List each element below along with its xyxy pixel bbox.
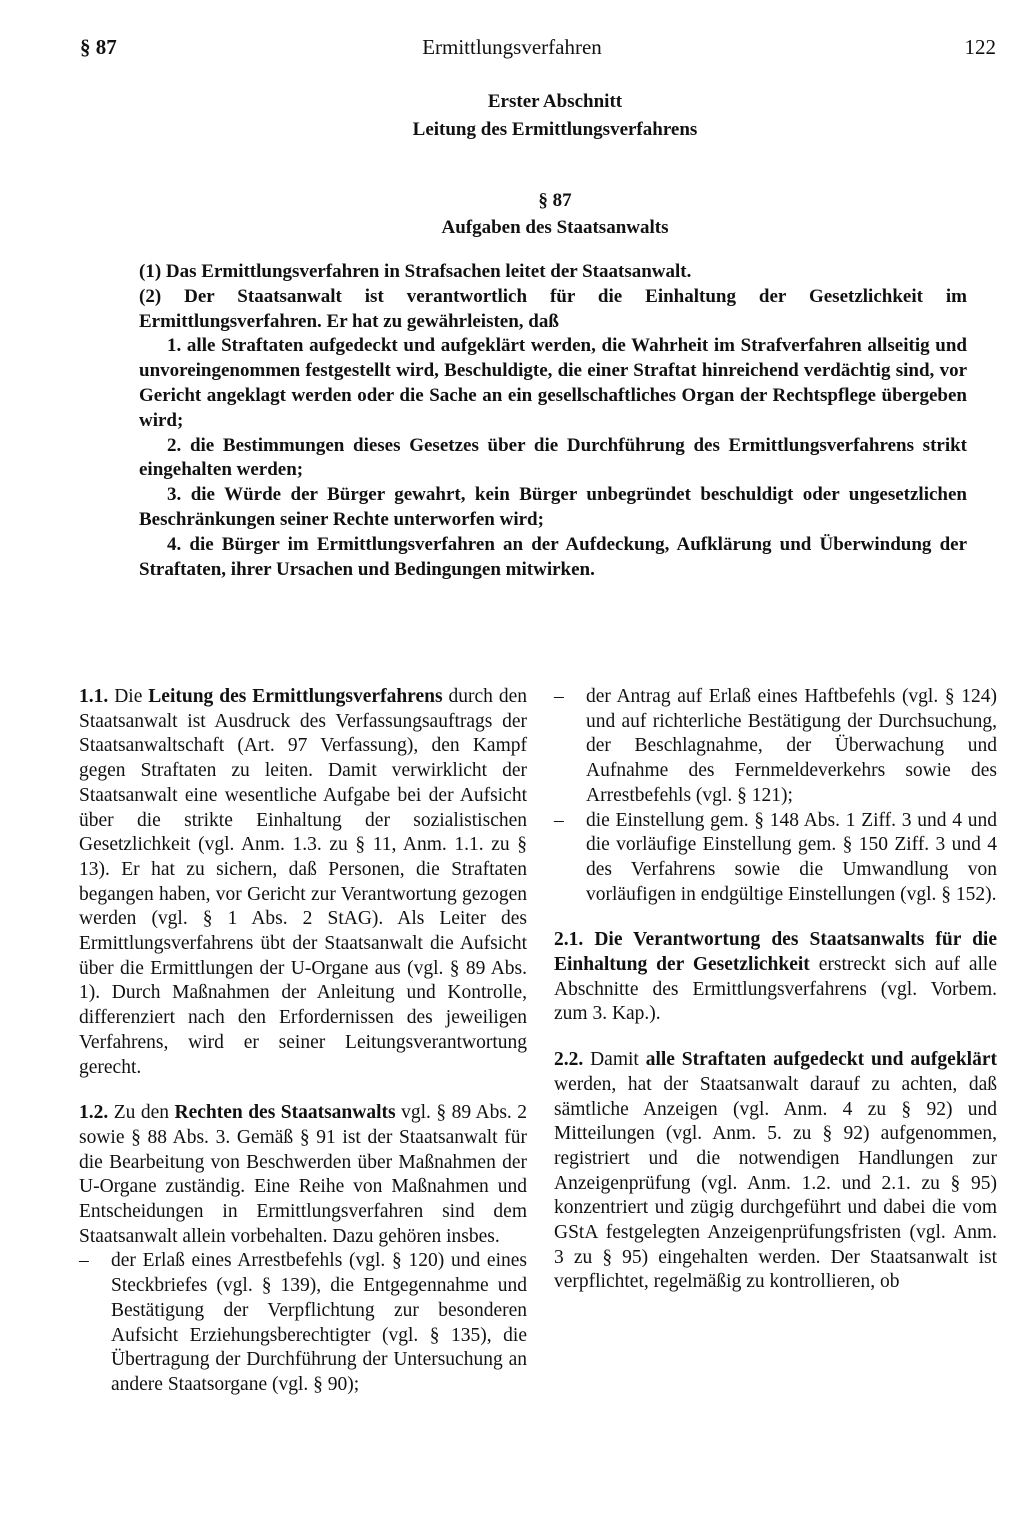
list-item-text: die Einstellung gem. § 148 Abs. 1 Ziff. 3 und 4 und die vorläufige Einstellung gem. § 150 Ziff. 3 und 4 des Verfahrens sowie die Umwandlung von vorläufigen in endgültige Einstellungen (vgl. § 152). [586,809,997,905]
law-item-4: 4. die Bürger im Ermittlungsverfahren an der Aufdeckung, Aufklärung und Überwindung der Straftaten, ihrer Ursachen und Bedingungen mitwirken. [139,533,967,580]
law-text [139,260,967,582]
list-item-dash-1 [79,1249,527,1397]
note-text [583,929,594,950]
dash-bullet: – [554,686,564,707]
note-2-1 [554,928,997,1027]
commentary-right-column [554,685,997,1295]
law-item-3: 3. die Würde der Bürger gewahrt, kein Bürger unbegründet beschuldigt oder ungesetzlichen Beschränkungen seiner Rechte unterworfen wird; [139,484,967,530]
note-keyword: alle Straftaten aufgedeckt und aufgeklärt [645,1049,997,1071]
law-abs-2: (2) Der Staatsanwalt ist verantwortlich für die Einhaltung der Gesetzlichkeit im Ermittlungsverfahren. Er hat zu gewährleisten, daß [139,285,967,332]
note-text: werden, hat der Staatsanwalt darauf zu achten, daß sämtliche Anzeigen (vgl. Anm. 4 zu § 92) und Mitteilungen (vgl. Anm. 5. zu § 92) aufgenommen, registriert und die notwendigen Handlungen zur Anzeigenprüfung (vgl. Anm. 1.2. und 2.1. zu § 95) konzentriert und zügig durchgeführt und dabei die vom GStA festgelegten Anzeigenprüfungsfristen (vgl. Anm. 3 zu § 95) eingehalten werden. Der Staatsanwalt ist verpflichtet, regelmäßig zu kontrollieren, ob [554,1073,997,1293]
paragraph-number: § 87 [538,190,572,211]
running-title: Ermittlungsverfahren [422,35,602,59]
section-mark: § 87 [80,35,117,59]
note-text: Zu den [108,1102,175,1124]
list-item-text: der Erlaß eines Arrestbefehls (vgl. § 120) und eines Steckbriefes (vgl. § 139), die Entgegennahme und Bestätigung der Verpflichtung zur besonderen Aufsicht Erziehungsberechtigter (vgl. § 135), die Übertragung der Durchführung der Untersuchung an andere Staatsorgane (vgl. § 90); [111,1250,527,1395]
paragraph-title: Aufgaben des Staatsanwalts [441,217,669,238]
note-number: 2.1. [554,929,584,951]
list-item-dash-3 [554,809,997,908]
list-item-dash-2 [554,685,997,809]
note-text: durch den Staatsanwalt ist Ausdruck des Verfassungsauftrags der Staatsanwaltschaft (Art. 97 Verfassung), den Kampf gegen Straftaten zu leiten. Damit verwirklicht der Staatsanwalt eine wesentliche Aufgabe bei der Aufsicht über die strikte Einhaltung der sozialistischen Gesetzlichkeit (vgl. Anm. 1.3. zu § 11, Anm. 1.1. zu § 13). Er hat zu sichern, daß Personen, die Straftaten begangen haben, vor Gericht zur Verantwortung gezogen werden (vgl. § 1 Abs. 2 StAG). Als Leiter des Ermittlungsverfahrens übt der Staatsanwalt die Aufsicht über die Ermittlungen der U-Organe aus (vgl. § 89 Abs. 1). Durch Maßnahmen der Anleitung und Kontrolle, differenziert nach den Erfordernissen des jeweiligen Verfahrens, wird er seiner Leitungsverantwortung gerecht. [79,686,527,1078]
note-number: 2.2. [554,1049,584,1071]
dash-bullet: – [79,1250,89,1272]
list-item-text: der Antrag auf Erlaß eines Haftbefehls (vgl. § 124) und auf richterliche Bestätigung der Durchsuchung, der Beschlagnahme, der Überwachung und Aufnahme des Fernmeldeverkehrs sowie des Arrestbefehls (vgl. § 121); [586,686,997,806]
note-1-2 [79,1101,527,1249]
note-number: 1.1. [79,686,109,707]
note-1-1 [79,685,527,1080]
note-keyword: Rechten des Staatsanwalts [174,1102,396,1124]
note-2-2 [554,1048,997,1295]
note-text: Damit [583,1049,646,1071]
law-abs-1: (1) Das Ermittlungsverfahren in Strafsachen leitet der Staatsanwalt. [139,261,692,282]
law-item-1: 1. alle Straftaten aufgedeckt und aufgeklärt werden, die Wahrheit im Strafverfahren allseitig und unvoreingenommen festgestellt wird, Beschuldigte, die einer Straftat hinreichend verdächtig sind, vor Gericht angeklagt werden oder die Sache an ein gesellschaftliches Organ der Rechtspflege übergeben wird; [139,335,967,431]
page-number: 122 [964,35,996,59]
note-text: erstreckt sich auf alle Abschnitte des Ermittlungsverfahrens (vgl. Vorbem. zum 3. Kap.). [554,954,997,1025]
law-item-2: 2. die Bestimmungen dieses Gesetzes über die Durchführung des Ermittlungsverfahrens strikt eingehalten werden; [139,434,967,481]
chapter-heading-2: Leitung des Ermittlungsverfahrens [412,119,698,140]
chapter-heading-1: Erster Abschnitt [487,91,623,112]
note-number: 1.2. [79,1102,109,1124]
note-keyword: Leitung des Ermittlungsverfahrens [148,686,443,707]
commentary-left-column [79,685,527,1398]
note-keyword: Die Verantwortung des Staatsanwalts für die Einhaltung der Gesetzlichkeit [554,929,997,976]
note-text: Die [108,686,149,707]
dash-bullet: – [554,809,564,831]
note-text: vgl. § 89 Abs. 2 sowie § 88 Abs. 3. Gemäß § 91 ist der Staatsanwalt für die Bearbeitung von Beschwerden über Maßnahmen der U-Organe zuständig. Eine Reihe von Maßnahmen und Entscheidungen in Ermittlungsverfahren sind dem Staatsanwalt allein vorbehalten. Dazu gehören insbes. [79,1102,528,1247]
